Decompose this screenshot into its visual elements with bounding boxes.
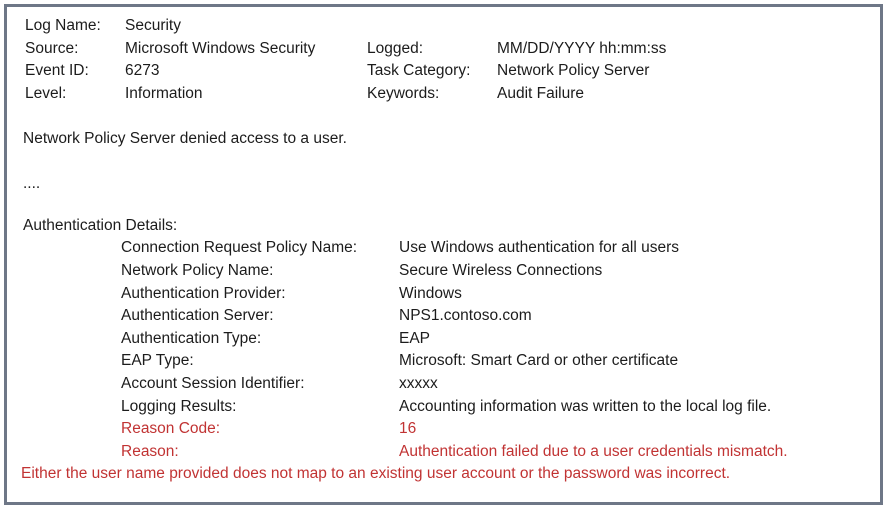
detail-label: Reason: (121, 442, 179, 460)
detail-label: EAP Type: (121, 352, 194, 370)
event-log-panel (4, 4, 883, 505)
field-label: Source: (25, 39, 79, 57)
field-label: Keywords: (367, 84, 440, 102)
detail-label: Authentication Provider: (121, 284, 286, 302)
event-description: Network Policy Server denied access to a user. (23, 129, 347, 147)
detail-value: Microsoft: Smart Card or other certificate (399, 352, 679, 370)
detail-label: Authentication Server: (121, 307, 274, 325)
field-value: MM/DD/YYYY hh:mm:ss (497, 39, 667, 57)
field-label: Task Category: (367, 62, 471, 80)
detail-value: Use Windows authentication for all users (399, 239, 679, 257)
detail-row (23, 373, 870, 396)
detail-label: Connection Request Policy Name: (121, 239, 358, 257)
detail-row (23, 260, 870, 283)
auth-details-list (23, 237, 870, 463)
field-label: Level: (25, 84, 67, 102)
detail-label: Account Session Identifier: (121, 374, 305, 392)
omitted-content-ellipsis: .... (23, 175, 41, 193)
reason-code-row (23, 418, 870, 441)
detail-label: Logging Results: (121, 397, 237, 415)
event-field-row (23, 83, 870, 106)
detail-row (23, 237, 870, 260)
field-label: Event ID: (25, 62, 89, 80)
detail-value: EAP (399, 329, 431, 347)
field-value: Audit Failure (497, 84, 585, 102)
detail-value: xxxxx (399, 374, 438, 392)
detail-value: Accounting information was written to the local log file. (399, 397, 772, 415)
detail-value: Secure Wireless Connections (399, 261, 603, 279)
field-value: Security (125, 17, 181, 34)
detail-row (23, 283, 870, 306)
detail-value: Authentication failed due to a user credentials mismatch. (399, 442, 788, 460)
event-header (23, 15, 870, 105)
field-label: Logged: (367, 39, 424, 57)
field-value: Network Policy Server (497, 62, 650, 80)
reason-row (23, 441, 870, 464)
field-value (497, 15, 870, 38)
event-field-row (23, 38, 870, 61)
event-field-row (23, 15, 870, 38)
reason-explanation-text: Either the user name provided does not map to an existing user account or the password was incorrect. (21, 465, 731, 483)
detail-label: Network Policy Name: (121, 261, 274, 279)
field-label (367, 15, 497, 38)
detail-value: NPS1.contoso.com (399, 307, 532, 325)
detail-value: 16 (399, 420, 417, 438)
field-value: Information (125, 84, 203, 102)
field-value: 6273 (125, 62, 160, 80)
field-value: Microsoft Windows Security (125, 39, 316, 57)
detail-row (23, 328, 870, 351)
detail-row (23, 350, 870, 373)
detail-row (23, 396, 870, 419)
detail-value: Windows (399, 284, 462, 302)
field-label: Log Name: (25, 17, 101, 34)
auth-details-heading: Authentication Details: (23, 216, 178, 234)
detail-label: Authentication Type: (121, 329, 262, 347)
detail-label: Reason Code: (121, 420, 221, 438)
event-field-row (23, 60, 870, 83)
detail-row (23, 305, 870, 328)
